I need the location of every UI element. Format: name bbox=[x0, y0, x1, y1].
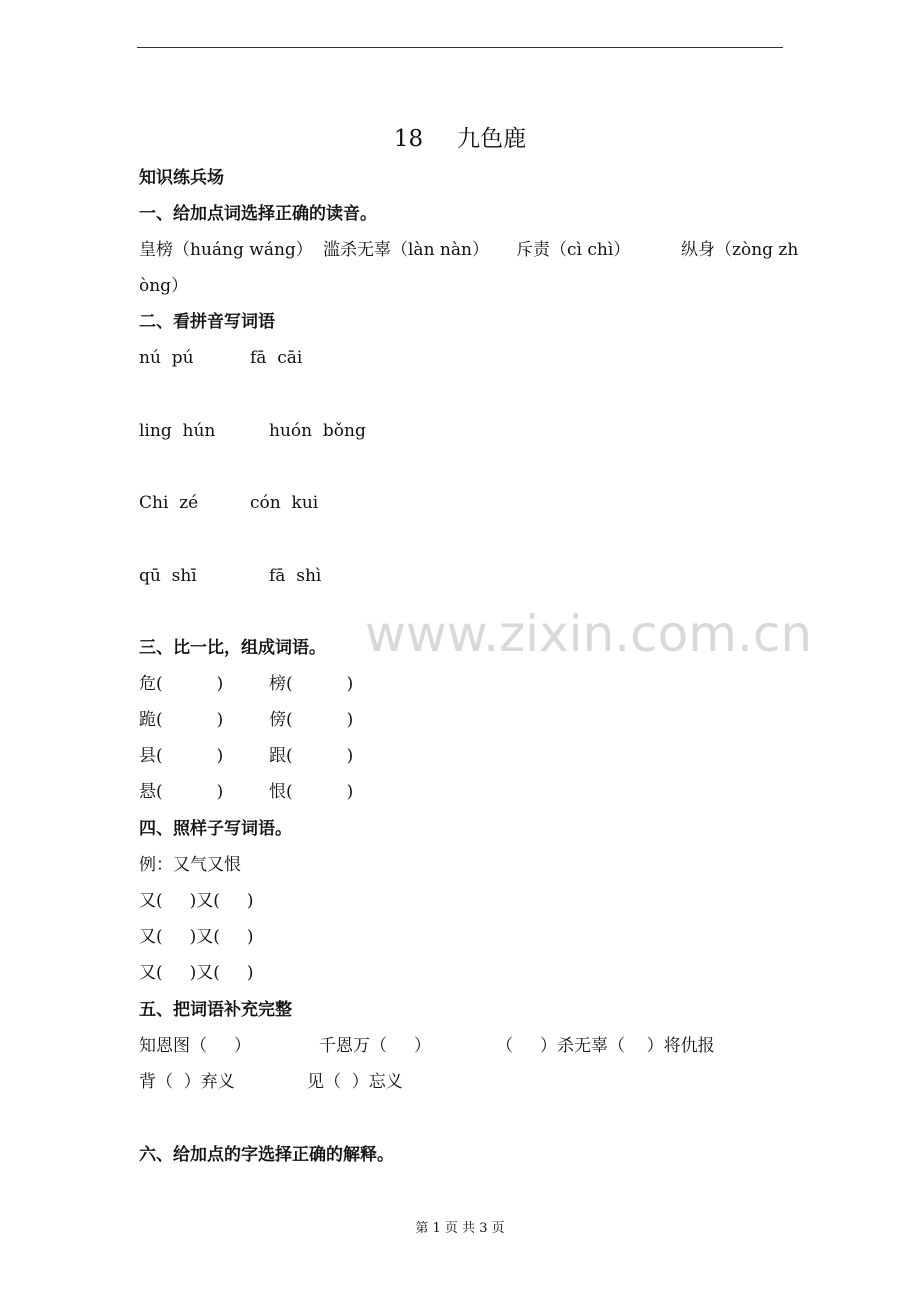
page-footer: 第 1 页 共 3 页 bbox=[415, 1221, 505, 1236]
q5-item: 千恩万（ ） bbox=[319, 1036, 432, 1056]
q2-pinyin: nú pú bbox=[139, 348, 194, 368]
q5-item: 见（ ）忘义 bbox=[307, 1072, 403, 1092]
q2-pinyin: fā cāi bbox=[250, 348, 303, 368]
q3-item: 危( ) bbox=[139, 674, 224, 694]
q3-item: 榜( ) bbox=[269, 674, 354, 694]
q5-item: 背（ ）弃义 bbox=[139, 1072, 235, 1092]
q5-heading: 五、把词语补充完整 bbox=[139, 1000, 292, 1020]
q2-pinyin: cón kui bbox=[250, 493, 319, 513]
q1-word-3: 斥责（cì chì） bbox=[516, 240, 631, 260]
q3-item: 悬( ) bbox=[139, 782, 224, 802]
q1-word-1: 皇榜（huáng wáng） bbox=[139, 240, 313, 260]
watermark: www.zixin.com.cn bbox=[365, 605, 813, 663]
q5-item: （ ）杀无辜（ ）将仇报 bbox=[496, 1036, 715, 1056]
q2-pinyin: Chi zé bbox=[139, 493, 199, 513]
q5-item: 知恩图（ ） bbox=[139, 1036, 252, 1056]
q1-word-2: 滥杀无辜（làn nàn） bbox=[323, 240, 489, 260]
q3-item: 跟( ) bbox=[269, 746, 354, 766]
q3-heading: 三、比一比，组成词语。 bbox=[139, 638, 326, 658]
q2-pinyin: ling hún bbox=[139, 421, 216, 441]
header-rule bbox=[137, 47, 783, 48]
q4-row: 又( )又( ) bbox=[139, 891, 254, 911]
q3-item: 恨( ) bbox=[269, 782, 354, 802]
q3-item: 县( ) bbox=[139, 746, 224, 766]
lesson-name: 九色鹿 bbox=[457, 126, 527, 152]
lesson-title bbox=[0, 120, 920, 153]
q2-pinyin: huón bǒng bbox=[269, 421, 366, 441]
q6-heading: 六、给加点的字选择正确的解释。 bbox=[139, 1145, 394, 1165]
q1-wrap: òng） bbox=[139, 276, 189, 296]
q4-example: 例：又气又恨 bbox=[139, 855, 241, 875]
q1-word-4: 纵身（zòng zh bbox=[681, 240, 799, 260]
q3-item: 傍( ) bbox=[269, 710, 354, 730]
section-heading: 知识练兵场 bbox=[139, 168, 224, 188]
q3-item: 跪( ) bbox=[139, 710, 224, 730]
q2-pinyin: qū shī bbox=[139, 566, 197, 586]
q1-heading: 一、给加点词选择正确的读音。 bbox=[139, 204, 377, 224]
q2-heading: 二、看拼音写词语 bbox=[139, 312, 275, 332]
q4-heading: 四、照样子写词语。 bbox=[139, 819, 292, 839]
lesson-number: 18 bbox=[393, 126, 424, 152]
q2-pinyin: fā shì bbox=[269, 566, 322, 586]
q4-row: 又( )又( ) bbox=[139, 963, 254, 983]
q4-row: 又( )又( ) bbox=[139, 927, 254, 947]
